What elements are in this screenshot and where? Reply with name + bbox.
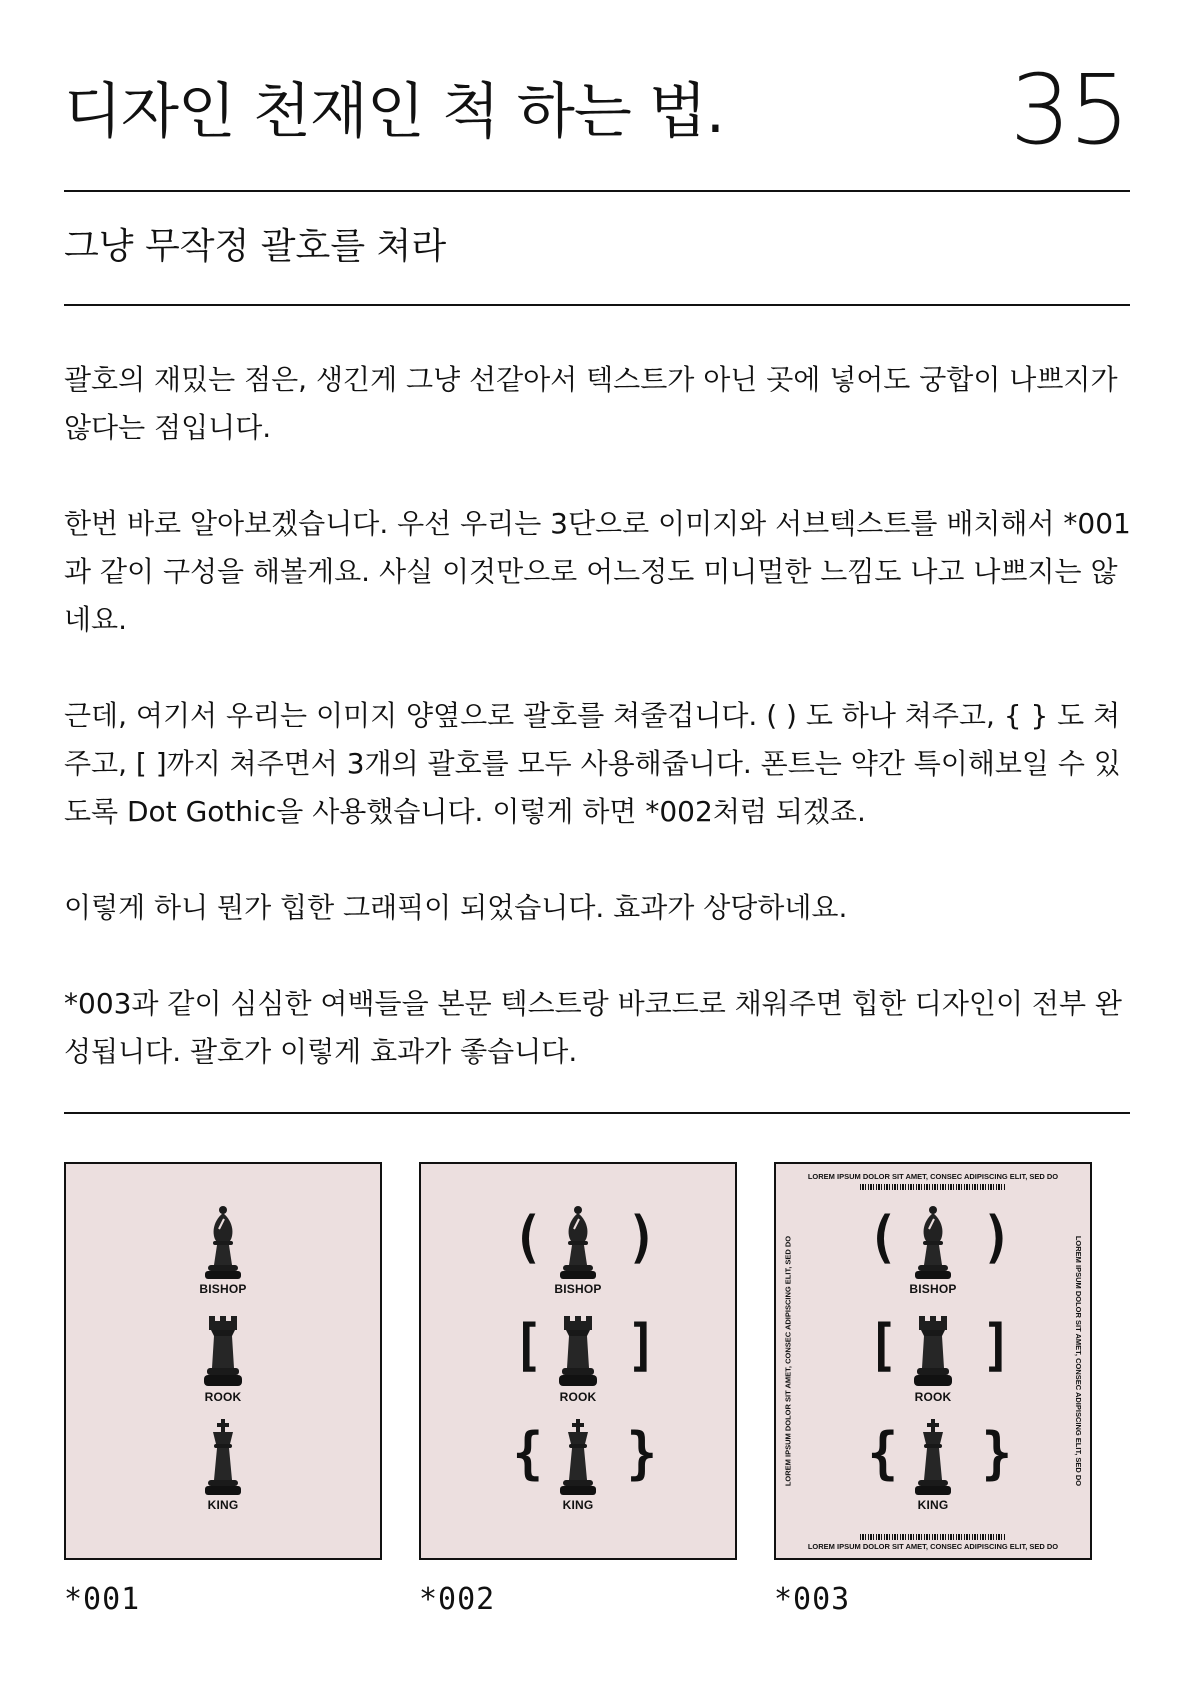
piece-label: BISHOP	[909, 1282, 957, 1296]
close-bracket: ]	[981, 1313, 1013, 1378]
piece-king	[421, 1418, 735, 1518]
piece-rook	[66, 1310, 380, 1410]
king-icon	[193, 1418, 253, 1498]
caption-002: *002	[419, 1582, 496, 1617]
paragraph: 한번 바로 알아보겠습니다. 우선 우리는 3단으로 이미지와 서브텍스트를 배치해서 *001과 같이 구성을 해볼게요. 사실 이것만으로 어느정도 미니멀한 느낌도 나고 나쁘지는 않네요.	[64, 507, 1131, 636]
lorem-text-left: LOREM IPSUM DOLOR SIT AMET, CONSEC ADIPISCING ELIT, SED DO	[783, 1235, 793, 1487]
piece-label: ROOK	[204, 1390, 242, 1404]
piece-rook	[421, 1310, 735, 1410]
panel-001	[64, 1162, 382, 1560]
open-bracket: (	[512, 1205, 544, 1270]
close-bracket: }	[626, 1421, 658, 1486]
open-bracket: [	[867, 1313, 899, 1378]
barcode-top	[860, 1184, 1006, 1190]
open-bracket: {	[867, 1421, 899, 1486]
open-bracket: (	[867, 1205, 899, 1270]
piece-label: BISHOP	[554, 1282, 602, 1296]
section-subtitle: 그냥 무작정 괄호를 쳐라	[64, 226, 447, 267]
paragraph: 괄호의 재밌는 점은, 생긴게 그냥 선같아서 텍스트가 아닌 곳에 넣어도 궁합이 나쁘지가 않다는 점입니다.	[64, 363, 1118, 444]
piece-label: ROOK	[914, 1390, 952, 1404]
close-bracket: )	[981, 1205, 1013, 1270]
piece-label: KING	[207, 1498, 239, 1512]
lorem-text-top: LOREM IPSUM DOLOR SIT AMET, CONSEC ADIPISCING ELIT, SED DO	[807, 1172, 1059, 1181]
piece-label: KING	[917, 1498, 949, 1512]
open-bracket: {	[512, 1421, 544, 1486]
divider	[64, 1112, 1130, 1114]
divider	[64, 304, 1130, 306]
paragraph: 이렇게 하니 뭔가 힙한 그래픽이 되었습니다. 효과가 상당하네요.	[64, 891, 848, 924]
close-bracket: )	[626, 1205, 658, 1270]
piece-bishop	[421, 1202, 735, 1302]
caption-001: *001	[64, 1582, 141, 1617]
caption-003: *003	[774, 1582, 851, 1617]
piece-rook	[776, 1310, 1090, 1410]
panel-003	[774, 1162, 1092, 1560]
bishop-icon	[548, 1202, 608, 1282]
piece-bishop	[66, 1202, 380, 1302]
panel-002	[419, 1162, 737, 1560]
page-number: 35	[1009, 54, 1128, 166]
barcode-bottom	[860, 1534, 1006, 1540]
piece-king	[776, 1418, 1090, 1518]
lorem-text-right: LOREM IPSUM DOLOR SIT AMET, CONSEC ADIPISCING ELIT, SED DO	[1073, 1235, 1083, 1487]
lorem-text-bottom: LOREM IPSUM DOLOR SIT AMET, CONSEC ADIPISCING ELIT, SED DO	[807, 1542, 1059, 1551]
piece-label: KING	[562, 1498, 594, 1512]
king-icon	[903, 1418, 963, 1498]
rook-icon	[903, 1310, 963, 1390]
bishop-icon	[193, 1202, 253, 1282]
piece-king	[66, 1418, 380, 1518]
king-icon	[548, 1418, 608, 1498]
close-bracket: ]	[626, 1313, 658, 1378]
body-text	[64, 356, 1134, 1076]
piece-bishop	[776, 1202, 1090, 1302]
rook-icon	[193, 1310, 253, 1390]
rook-icon	[548, 1310, 608, 1390]
divider	[64, 190, 1130, 192]
piece-label: BISHOP	[199, 1282, 247, 1296]
paragraph: *003과 같이 심심한 여백들을 본문 텍스트랑 바코드로 채워주면 힙한 디자인이 전부 완성됩니다. 괄호가 이렇게 효과가 좋습니다.	[64, 987, 1122, 1068]
paragraph: 근데, 여기서 우리는 이미지 양옆으로 괄호를 쳐줄겁니다. ( ) 도 하나 쳐주고, { } 도 쳐주고, [ ]까지 쳐주면서 3개의 괄호를 모두 사용해줍니다. 폰트는 약간 특이해보일 수 있도록 Dot Gothic을 사용했습니다. 이렇게 하면 *002처럼 되겠죠.	[64, 699, 1121, 828]
close-bracket: }	[981, 1421, 1013, 1486]
piece-label: ROOK	[559, 1390, 597, 1404]
page-title: 디자인 천재인 척 하는 법.	[64, 77, 724, 147]
bishop-icon	[903, 1202, 963, 1282]
open-bracket: [	[512, 1313, 544, 1378]
